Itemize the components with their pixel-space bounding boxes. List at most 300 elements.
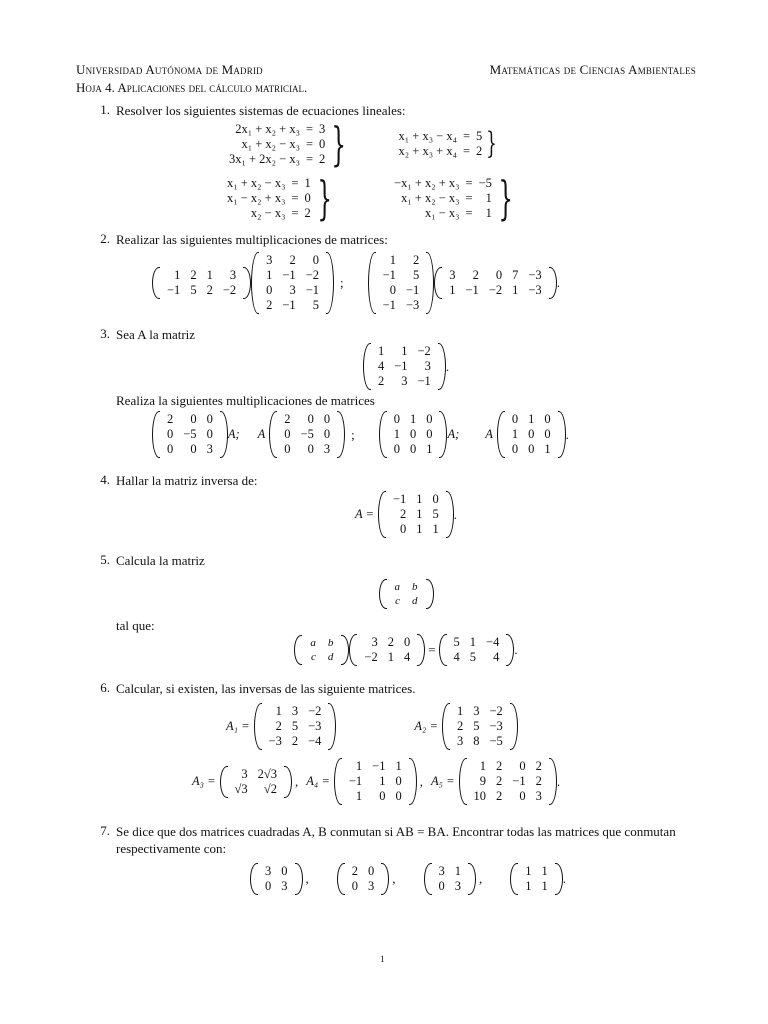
matrix-entry: −3 [268, 734, 282, 748]
matrix [250, 863, 303, 895]
matrix-entry: 1 [469, 635, 477, 649]
matrix [378, 491, 454, 538]
matrix-entry: 0 [393, 412, 400, 426]
left-paren [434, 267, 442, 299]
right-paren [549, 267, 557, 299]
matrix-entry: b [327, 637, 334, 649]
equation-rhs: 2 [304, 205, 311, 220]
matrix-entry: √2 [263, 781, 278, 796]
right-paren [558, 411, 566, 458]
matrix-entry: 0 [206, 427, 213, 441]
exercise-text-2: tal que: [116, 618, 155, 633]
exercise-3 [76, 326, 696, 458]
matrix-entry: c [395, 595, 400, 607]
equation-rhs: 1 [485, 205, 492, 220]
matrix-entry: 1 [512, 283, 519, 297]
matrix-entry: 2 [535, 774, 542, 788]
matrix-entry: 0 [368, 864, 375, 878]
matrix-entry: 3 [323, 442, 331, 456]
matrix-entry: −1 [392, 492, 407, 506]
matrix-entry: −2 [364, 650, 378, 664]
matrix-entry: −1 [282, 268, 296, 282]
matrix-entry: 0 [519, 759, 526, 773]
exercise-text: Se dice que dos matrices cuadradas A, B conmutan si AB = BA. Encontrar todas las matrices que conmutan respectivamente con: [116, 824, 676, 856]
equation-system-2: x₁ + x₃ − x₄ = 5 x₂ + x₃ + x₄ = 2 } [396, 129, 502, 159]
matrix-symbol: A [485, 427, 493, 441]
left-paren [334, 758, 342, 805]
right-paren [220, 411, 228, 458]
matrix-entry: −1 [512, 774, 526, 788]
matrix-entry: 3 [281, 879, 288, 893]
matrix-entry: 0 [426, 412, 433, 426]
matrix-entry: 0 [544, 412, 551, 426]
matrix-entry: √3 [234, 781, 248, 796]
equals-sign: = [465, 205, 473, 220]
equation-lhs: x₂ − x₃ [250, 205, 286, 220]
period: . [453, 506, 458, 522]
equals-sign: = [305, 136, 313, 151]
matrix-entry: 0 [528, 442, 535, 456]
matrix-entry: d [412, 595, 418, 607]
equals-sign: = [305, 151, 313, 166]
left-paren [368, 252, 376, 314]
exercise-5 [76, 552, 696, 666]
equals-sign: = [428, 642, 436, 657]
matrix-entry: −2 [308, 704, 322, 718]
period: . [556, 275, 560, 290]
matrix-entry: −3 [405, 298, 420, 312]
right-paren [549, 758, 557, 805]
matrix-entry: a [310, 637, 316, 649]
matrix-entry: 5 [469, 650, 477, 664]
left-paren [439, 634, 447, 666]
matrix-entry: 5 [432, 507, 439, 521]
matrix-entry: c [311, 651, 316, 663]
matrix-entry: 2 [275, 719, 282, 733]
course-name: Matemáticas de Ciencias Ambientales [489, 62, 696, 77]
matrix-entry: 1 [377, 344, 385, 358]
matrix-entry: 3 [241, 766, 248, 781]
sheet-title: Hoja 4. Aplicaciones del cálculo matricial. [76, 80, 308, 95]
matrix-entry: −2 [488, 283, 503, 297]
matrix-entry: −1 [417, 374, 431, 388]
matrix-entry: 7 [512, 268, 519, 282]
matrix-entry: −1 [282, 298, 296, 312]
exercise-text: Hallar la matriz inversa de: [116, 473, 258, 488]
matrix-entry: 1 [355, 759, 363, 773]
matrix-a1 [254, 703, 337, 750]
right-paren [417, 634, 425, 666]
matrix-entry: 1 [449, 283, 456, 297]
equals-sign: = [465, 190, 473, 205]
equals-sign: = [291, 205, 299, 220]
permutation-matrix [379, 411, 448, 458]
matrix-label: A = [354, 507, 374, 521]
matrix-entry: −4 [486, 635, 500, 649]
right-paren [326, 252, 334, 314]
matrix-entry: 2 [472, 268, 479, 282]
matrix-entry: 2 [190, 268, 197, 282]
exercise-4 [76, 472, 696, 538]
matrix-entry: 0 [395, 774, 402, 788]
matrix-entry: 3 [438, 864, 445, 878]
equation-system-1: 2x₁ + x₂ + x₃ = 3 x₁ + x₂ − x₃ = 0 3x₁ + 2x₂ − x₃ = 2 } [226, 121, 354, 167]
equation-lhs: 3x₁ + 2x₂ − x₃ [229, 151, 300, 166]
matrix-entry: −1 [372, 759, 386, 773]
equation-lhs: x₁ − x₃ [425, 205, 460, 220]
equals-sign: = [291, 190, 299, 205]
matrix-entry: 1 [395, 759, 402, 773]
exercise-1 [76, 102, 696, 225]
equation-lhs: x₁ − x₂ + x₃ [227, 190, 286, 205]
left-paren [294, 635, 302, 665]
right-paren [284, 766, 292, 798]
matrix-entry: 3 [424, 359, 431, 373]
left-paren [251, 252, 259, 314]
matrix-entry: 2 [266, 298, 273, 312]
diagonal-matrix [152, 411, 228, 458]
matrix-entry: −1 [305, 283, 319, 297]
matrix-entry: 8 [473, 734, 480, 748]
matrix-entry: 5 [190, 283, 197, 297]
matrix [510, 863, 563, 895]
matrix-entry: −1 [394, 359, 408, 373]
matrix-entry: 4 [403, 650, 411, 664]
equation-lhs: x₁ + x₂ − x₃ [401, 190, 460, 205]
matrix-entry: 0 [284, 442, 291, 456]
matrix-entry: 1 [387, 650, 394, 664]
matrix-symbol: A; [227, 427, 240, 441]
right-paren [426, 252, 434, 314]
matrix-entry: −3 [528, 268, 542, 282]
matrix-entry: 4 [453, 650, 460, 664]
matrix-entry: −3 [528, 283, 542, 297]
left-paren [379, 411, 387, 458]
matrix-entry: 5 [473, 719, 480, 733]
matrix-entry: 1 [379, 774, 386, 788]
period: . [445, 358, 450, 374]
exercise-number: 1. [100, 102, 110, 117]
comma: , [305, 871, 309, 886]
page-header [76, 62, 696, 78]
matrix-entry: 0 [495, 268, 503, 282]
equation-rhs: 3 [319, 121, 326, 136]
matrix-a4 [334, 758, 417, 805]
matrix-entry: 0 [167, 442, 174, 456]
matrix-entry: 1 [266, 268, 273, 282]
right-paren [510, 703, 518, 750]
matrix-entry: 3 [291, 704, 299, 718]
matrix-entry: 1 [432, 522, 439, 536]
matrix-label: A₃ = [192, 774, 216, 788]
matrix-entry: 3 [371, 635, 378, 649]
matrix-entry: 4 [493, 650, 500, 664]
equation-rhs: 0 [304, 190, 311, 205]
equals-sign: = [465, 175, 473, 190]
left-paren [363, 343, 371, 390]
right-paren [446, 491, 454, 538]
matrix-entry: 0 [519, 789, 526, 803]
matrix-entry: 1 [275, 704, 282, 718]
matrix-entry: 5 [291, 719, 299, 733]
matrix-entry: 0 [528, 427, 535, 441]
matrix-entry: 2 [167, 412, 174, 426]
matrix-entry: 10 [473, 789, 487, 803]
right-paren [555, 863, 563, 895]
matrix-label: A₄ = [306, 774, 330, 788]
exercise-number: 2. [100, 231, 110, 246]
matrix [439, 634, 518, 666]
matrix-entry: −5 [489, 734, 503, 748]
matrix-entry: 2 [400, 507, 407, 521]
matrix-entry: −1 [167, 283, 181, 297]
left-paren [254, 703, 262, 750]
matrix-entry: 1 [541, 864, 548, 878]
matrix-entry: 1 [409, 412, 417, 426]
matrix-entry: 0 [389, 283, 396, 297]
equation-system-4: −x₁ + x₂ + x₃ = −5 x₁ + x₂ − x₃ = 1 x₁ − x₃ = 1 } [391, 175, 520, 221]
matrix-entry: −1 [382, 298, 396, 312]
matrix-entry: 0 [438, 879, 445, 893]
matrix-entry: 1 [541, 879, 548, 893]
matrix-entry: 2 [284, 412, 291, 426]
matrix-entry: 4 [377, 359, 385, 373]
exercise-text: Realizar las siguientes multiplicaciones de matrices: [116, 232, 388, 247]
matrix-entry: 0 [403, 635, 411, 649]
matrix-entry: 2 [206, 283, 213, 297]
comma: , [479, 871, 483, 886]
left-paren [152, 267, 160, 299]
comma: , [295, 773, 299, 789]
matrix-a3 [220, 766, 293, 798]
equals-sign: = [305, 121, 313, 136]
matrix-entry: 3 [449, 268, 456, 282]
university-name: Universidad Autónoma de Madrid [76, 62, 263, 77]
matrix-entry: −5 [183, 427, 197, 441]
period: . [565, 426, 569, 442]
matrix-entry: −1 [405, 283, 420, 297]
equation-rhs: 0 [319, 136, 326, 151]
matrix-entry: 0 [307, 442, 314, 456]
matrix-entry: 9 [479, 774, 487, 788]
matrix-entry: 3 [289, 283, 296, 297]
comma: , [419, 773, 423, 789]
matrix-entry: b [412, 581, 418, 593]
matrix-label: A₂ = [414, 719, 438, 733]
matrix-entry: −1 [348, 774, 363, 788]
matrix-entry: 3 [206, 442, 213, 456]
matrix-entry: 1 [544, 442, 551, 456]
right-paren [341, 635, 349, 665]
matrix-entry: 0 [379, 789, 386, 803]
matrix-entry: 2 [387, 635, 394, 649]
matrix-entry: 0 [393, 442, 400, 456]
exercise-text: Resolver los siguientes sistemas de ecuaciones lineales: [116, 103, 406, 118]
matrix-entry: 0 [307, 412, 314, 426]
matrix-entry: 3 [368, 879, 375, 893]
matrix-entry: 2 [496, 759, 503, 773]
matrix-symbol: A [257, 427, 266, 441]
matrix-entry: 0 [511, 412, 519, 426]
matrix-entry: 3 [535, 789, 542, 803]
left-paren [250, 863, 258, 895]
matrix-entry: 2 [377, 374, 385, 388]
matrix-entry: 0 [167, 427, 174, 441]
matrix-label: A₁ = [226, 719, 250, 733]
matrix-entry: 1 [393, 427, 400, 441]
matrix-entry: −1 [382, 268, 396, 282]
matrix-entry: 1 [416, 492, 423, 506]
matrix-entry: −3 [489, 719, 503, 733]
matrix-entry: 1 [454, 864, 461, 878]
left-paren [378, 491, 386, 538]
left-paren [459, 758, 467, 805]
matrix [424, 863, 477, 895]
unknown-matrix [379, 579, 434, 609]
matrix-entry: −1 [465, 283, 479, 297]
right-paren [468, 863, 476, 895]
matrix-entry: 0 [426, 427, 433, 441]
matrix [368, 252, 435, 314]
equation-lhs: x₁ + x₂ − x₃ [227, 175, 286, 190]
matrix-entry: 0 [284, 427, 291, 441]
matrix-entry: 1 [416, 507, 423, 521]
matrix-entry: 1 [525, 879, 532, 893]
left-paren [442, 703, 450, 750]
right-paren [328, 703, 336, 750]
matrix-symbol: A; [447, 427, 460, 441]
right-paren [243, 267, 251, 299]
equation-lhs: x₁ + x₂ − x₃ [241, 136, 300, 151]
matrix-entry: 0 [266, 283, 273, 297]
matrix-entry: −5 [300, 427, 314, 441]
matrix-entry: 0 [190, 412, 197, 426]
matrix-entry: 3 [266, 253, 273, 267]
matrix-entry: 2√3 [257, 766, 278, 781]
matrix-entry: 1 [174, 268, 181, 282]
exercise-number: 3. [100, 326, 110, 341]
matrix-entry: 1 [525, 864, 532, 878]
matrix-label: A₅ = [430, 774, 455, 788]
matrix-entry: 2 [291, 734, 299, 748]
matrix-entry: 0 [323, 427, 331, 441]
matrix-entry: −3 [308, 719, 322, 733]
exercise-text: Sea A la matriz [116, 327, 196, 342]
left-paren [269, 411, 277, 458]
matrix-entry: a [394, 581, 400, 593]
matrix-entry: −2 [222, 283, 237, 297]
exercise-text-2: Realiza la siguientes multiplicaciones de matrices [116, 393, 375, 408]
equals-sign: = [462, 144, 471, 158]
equals-sign: = [291, 175, 299, 190]
matrix-entry: 3 [473, 704, 480, 718]
exercise-number: 4. [100, 472, 110, 487]
matrix-entry: 3 [454, 879, 461, 893]
matrix-entry: 3 [401, 374, 408, 388]
left-paren [152, 411, 160, 458]
matrix-entry: 1 [456, 704, 464, 718]
exercise-text: Calcular, si existen, las inversas de las siguiente matrices. [116, 681, 416, 696]
matrix-entry: 2 [351, 864, 358, 878]
matrix-entry: 0 [190, 442, 197, 456]
left-paren [424, 863, 432, 895]
matrix-entry: 0 [432, 492, 439, 506]
matrix-entry: 0 [511, 442, 519, 456]
exercise-2 [76, 231, 696, 314]
equation-lhs: 2x₁ + x₂ + x₃ [235, 121, 300, 136]
equals-sign: = [462, 129, 471, 143]
right-paren [426, 579, 434, 609]
equation-rhs: 2 [476, 144, 483, 158]
separator: ; [351, 426, 355, 442]
matrix-entry: −2 [417, 344, 431, 358]
matrix-entry: 0 [281, 864, 288, 878]
matrix [251, 252, 334, 314]
right-paren [506, 634, 514, 666]
left-paren [379, 579, 387, 609]
exercise-6 [76, 680, 696, 805]
exercise-number: 6. [100, 680, 110, 695]
right-paren [409, 758, 417, 805]
left-paren [220, 766, 228, 798]
matrix-entry: 2 [456, 719, 464, 733]
equation-system-3: x₁ + x₂ − x₃ = 1 x₁ − x₂ + x₃ = 0 x₂ − x₃ = 2 } [224, 175, 339, 221]
matrix-entry: 0 [544, 427, 551, 441]
left-paren [510, 863, 518, 895]
matrix-entry: 1 [528, 412, 535, 426]
exercise-number: 7. [100, 823, 110, 838]
matrix-entry: 1 [416, 522, 423, 536]
permutation-matrix [497, 411, 566, 458]
matrix-entry: 3 [456, 734, 464, 748]
matrix-entry: 5 [413, 268, 420, 282]
equation-lhs: x₁ + x₃ − x₄ [398, 129, 457, 143]
matrix-entry: 5 [453, 635, 460, 649]
matrix-a5 [459, 758, 557, 805]
equation-lhs: x₂ + x₃ + x₄ [398, 144, 457, 158]
left-paren [349, 634, 357, 666]
exercise-7 [76, 823, 696, 895]
right-paren [295, 863, 303, 895]
matrix-entry: −2 [305, 268, 319, 282]
period: . [514, 642, 518, 657]
equation-rhs: 5 [476, 129, 483, 143]
matrix-entry: d [327, 651, 334, 663]
matrix-entry: 0 [395, 789, 402, 803]
matrix-entry: 0 [351, 879, 358, 893]
matrix-entry: 2 [413, 253, 420, 267]
matrix-entry: 5 [312, 298, 319, 312]
exercise-number: 5. [100, 552, 110, 567]
matrix-entry: 1 [426, 442, 433, 456]
equation-rhs: 1 [304, 175, 311, 190]
matrix-entry: 1 [355, 789, 363, 803]
matrix [337, 863, 390, 895]
right-paren [438, 343, 446, 390]
left-paren [337, 863, 345, 895]
matrix [434, 267, 556, 299]
matrix [152, 267, 251, 299]
matrix-entry: 0 [409, 442, 417, 456]
matrix-a2 [442, 703, 518, 750]
matrix-entry: 2 [535, 759, 542, 773]
matrix-entry: 1 [479, 759, 487, 773]
equation-rhs: −5 [478, 175, 492, 190]
separator: ; [340, 275, 344, 290]
matrix-entry: 0 [409, 427, 417, 441]
matrix-entry: 2 [289, 253, 296, 267]
matrix-entry: 1 [389, 253, 396, 267]
